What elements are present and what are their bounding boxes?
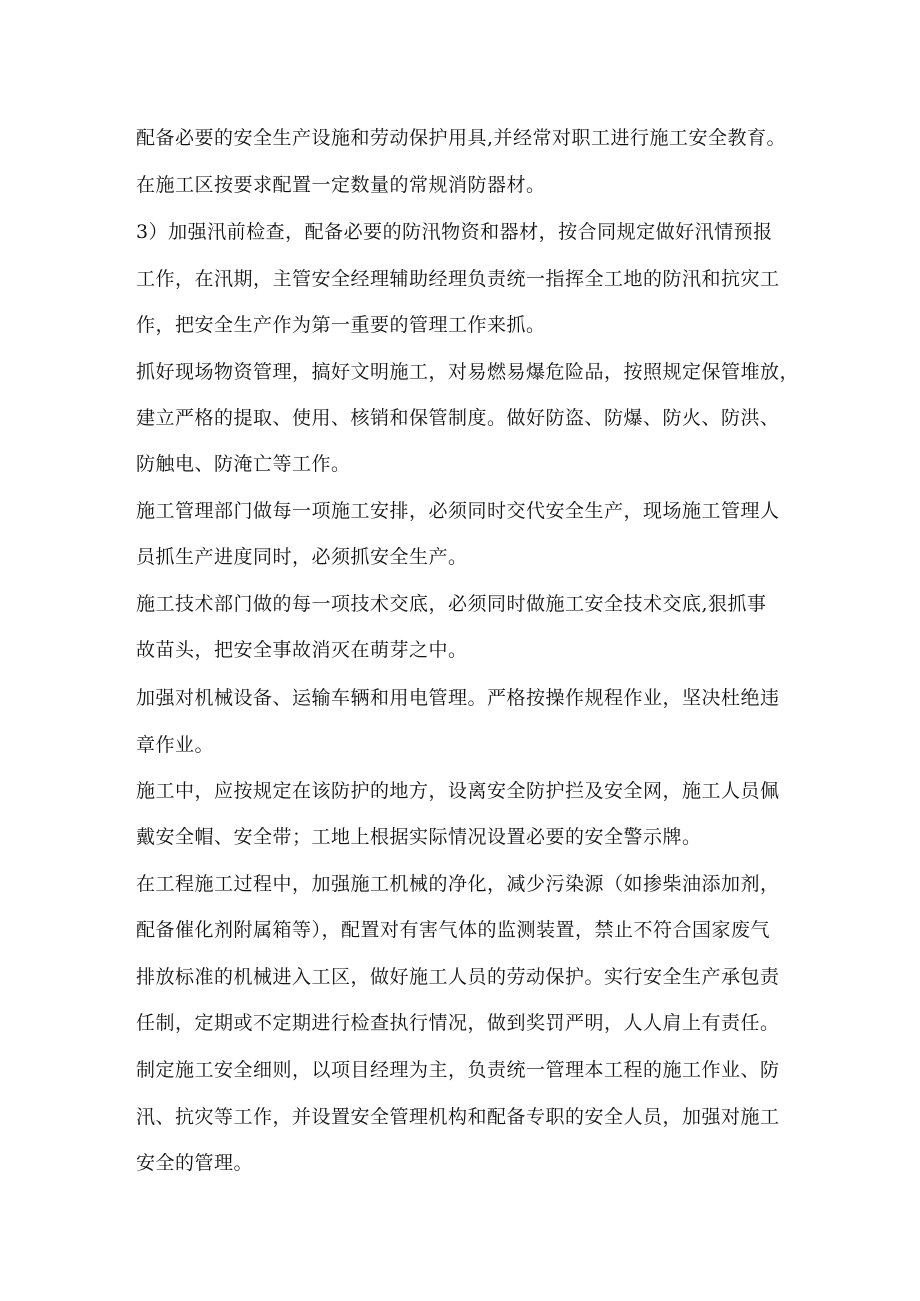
text-line: 配备必要的安全生产设施和劳动保护用具,并经常对职工进行施工安全教育。 [136, 127, 787, 149]
text-line: 汛、抗灾等工作，并设置安全管理机构和配备专职的安全人员，加强对施工 [136, 1106, 780, 1128]
text-line: 在施工区按要求配置一定数量的常规消防器材。 [136, 174, 546, 196]
text-line: 施工中，应按规定在该防护的地方，设离安全防护拦及安全网，施工人员佩 [136, 780, 780, 802]
text-line: 抓好现场物资管理，搞好文明施工，对易燃易爆危险品，按照规定保管堆放， [136, 361, 800, 383]
text-line: 防触电、防淹亡等工作。 [136, 453, 351, 475]
text-line: 排放标准的机械进入工区，做好施工人员的劳动保护。实行安全生产承包责 [136, 966, 780, 988]
text-line: 故苗头，把安全事故消灭在萌芽之中。 [136, 639, 468, 661]
text-line: 作，把安全生产作为第一重要的管理工作来抓。 [136, 314, 546, 336]
text-line: 施工技术部门做的每一项技术交底，必须同时做施工安全技术交底,狠抓事 [136, 593, 767, 615]
text-line: 任制，定期或不定期进行检查执行情况，做到奖罚严明，人人肩上有责任。 [136, 1012, 780, 1034]
text-line: 员抓生产进度同时，必须抓安全生产。 [136, 546, 468, 568]
text-line: 制定施工安全细则，以项目经理为主，负责统一管理本工程的施工作业、防 [136, 1059, 780, 1081]
text-line: 施工管理部门做每一项施工安排，必须同时交代安全生产，现场施工管理人 [136, 500, 780, 522]
text-line: 配备催化剂附属箱等），配置对有害气体的监测装置，禁止不符合国家废气 [136, 919, 771, 941]
text-line: 戴安全帽、安全带；工地上根据实际情况设置必要的安全警示牌。 [136, 826, 702, 848]
text-line: 建立严格的提取、使用、核销和保管制度。做好防盗、防爆、防火、防洪、 [136, 407, 780, 429]
text-line: 章作业。 [136, 734, 215, 756]
text-line: 3）加强汛前检查，配备必要的防汛物资和器材，按合同规定做好汛情预报 [136, 221, 773, 243]
text-line: 在工程施工过程中，加强施工机械的净化，减少污染源（如掺柴油添加剂， [136, 873, 780, 895]
text-line: 加强对机械设备、运输车辆和用电管理。严格按操作规程作业，坚决杜绝违 [136, 687, 780, 709]
text-line: 安全的管理。 [136, 1152, 254, 1174]
text-line: 工作，在汛期，主管安全经理辅助经理负责统一指挥全工地的防汛和抗灾工 [136, 268, 780, 290]
